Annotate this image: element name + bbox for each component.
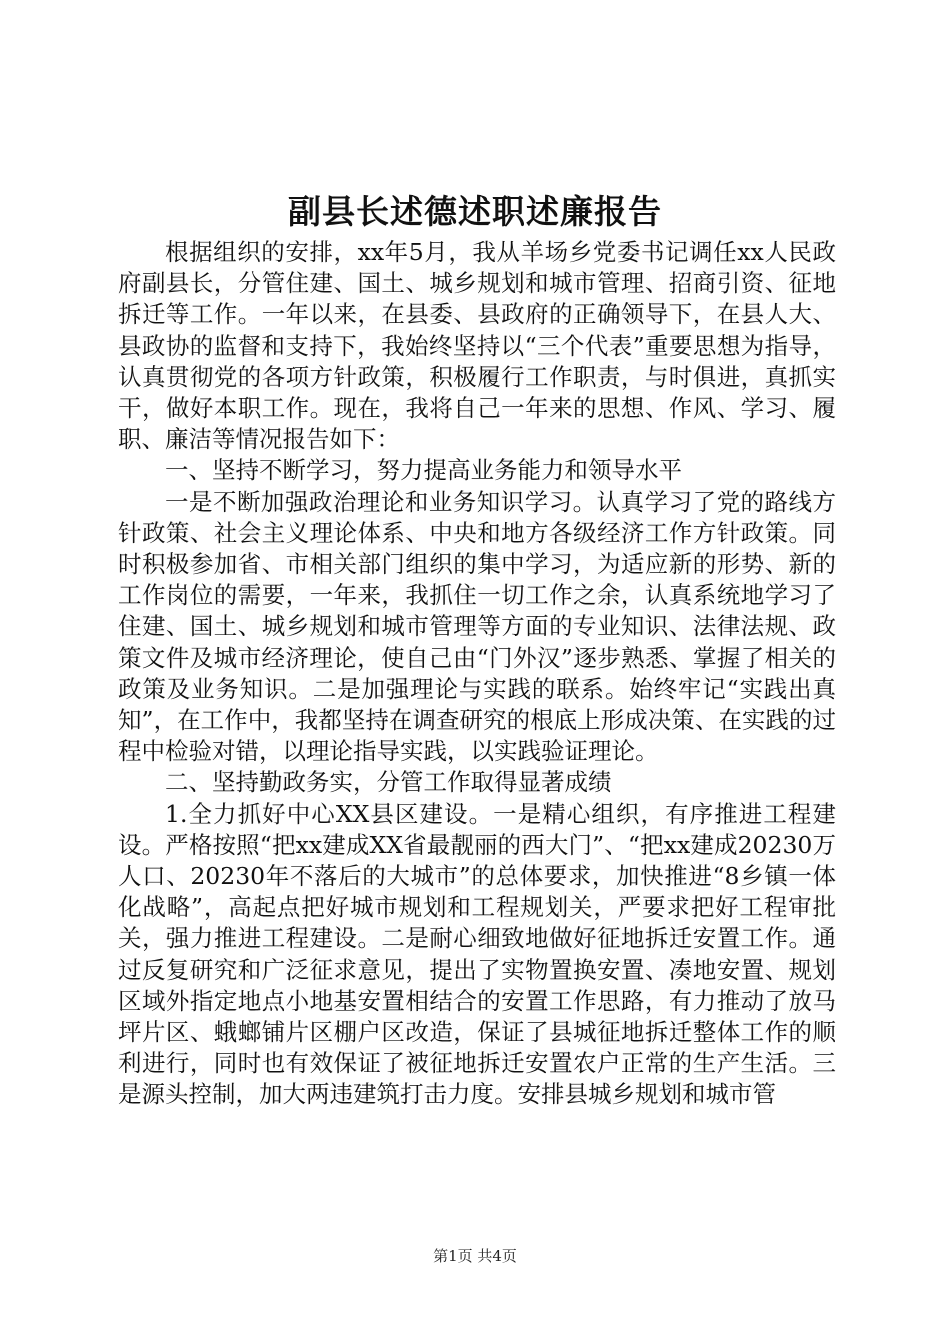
page-number-footer: 第1页 共4页 xyxy=(433,1247,517,1265)
paragraph-construction: 1.全力抓好中心XX县区建设。一是精心组织，有序推进工程建设。严格按照“把xx建成XX省最靓丽的西大门”、“把xx建成20230万人口、20230年不落后的大城市”的总体要求，加快推进“8乡镇一体化战略”，高起点把好城市规划和工程规划关，严要求把好工程审批关，强力推进工程建设。二是耐心细致地做好征地拆迁安置工作。通过反复研究和广泛征求意见，提出了实物置换安置、凑地安置、规划区域外指定地点小地基安置相结合的安置工作思路，有力推动了放马坪片区、蛾螂铺片区棚户区改造，保证了县城征地拆迁整体工作的顺利进行，同时也有效保证了被征地拆迁安置农户正常的生产生活。三是源头控制，加大两违建筑打击力度。安排县城乡规划和城市管 xyxy=(118,799,836,1109)
document-body xyxy=(118,237,836,1111)
paragraph-study: 一是不断加强政治理论和业务知识学习。认真学习了党的路线方针政策、社会主义理论体系、中央和地方各级经济工作方针政策。同时积极参加省、市相关部门组织的集中学习，为适应新的形势、新的工作岗位的需要，一年来，我抓住一切工作之余，认真系统地学习了住建、国土、城乡规划和城市管理等方面的专业知识、法律法规、政策文件及城市经济理论，使自己由“门外汉”逐步熟悉、掌握了相关的政策及业务知识。二是加强理论与实践的联系。始终牢记“实践出真知”，在工作中，我都坚持在调查研究的根底上形成决策、在实践的过程中检验对错，以理论指导实践，以实践验证理论。 xyxy=(118,487,836,766)
document-title: 副县长述德述职述廉报告 xyxy=(288,192,662,231)
section-heading-2: 二、坚持勤政务实，分管工作取得显著成绩 xyxy=(165,768,612,797)
paragraph-intro: 根据组织的安排，xx年5月，我从羊场乡党委书记调任xx人民政府副县长，分管住建、国土、城乡规划和城市管理、招商引资、征地拆迁等工作。一年以来，在县委、县政府的正确领导下，在县人大、县政协的监督和支持下，我始终坚持以“三个代表”重要思想为指导，认真贯彻党的各项方针政策，积极履行工作职责，与时俱进，真抓实干，做好本职工作。现在，我将自己一年来的思想、作风、学习、履职、廉洁等情况报告如下： xyxy=(118,238,836,454)
section-heading-1: 一、坚持不断学习，努力提高业务能力和领导水平 xyxy=(165,456,682,485)
